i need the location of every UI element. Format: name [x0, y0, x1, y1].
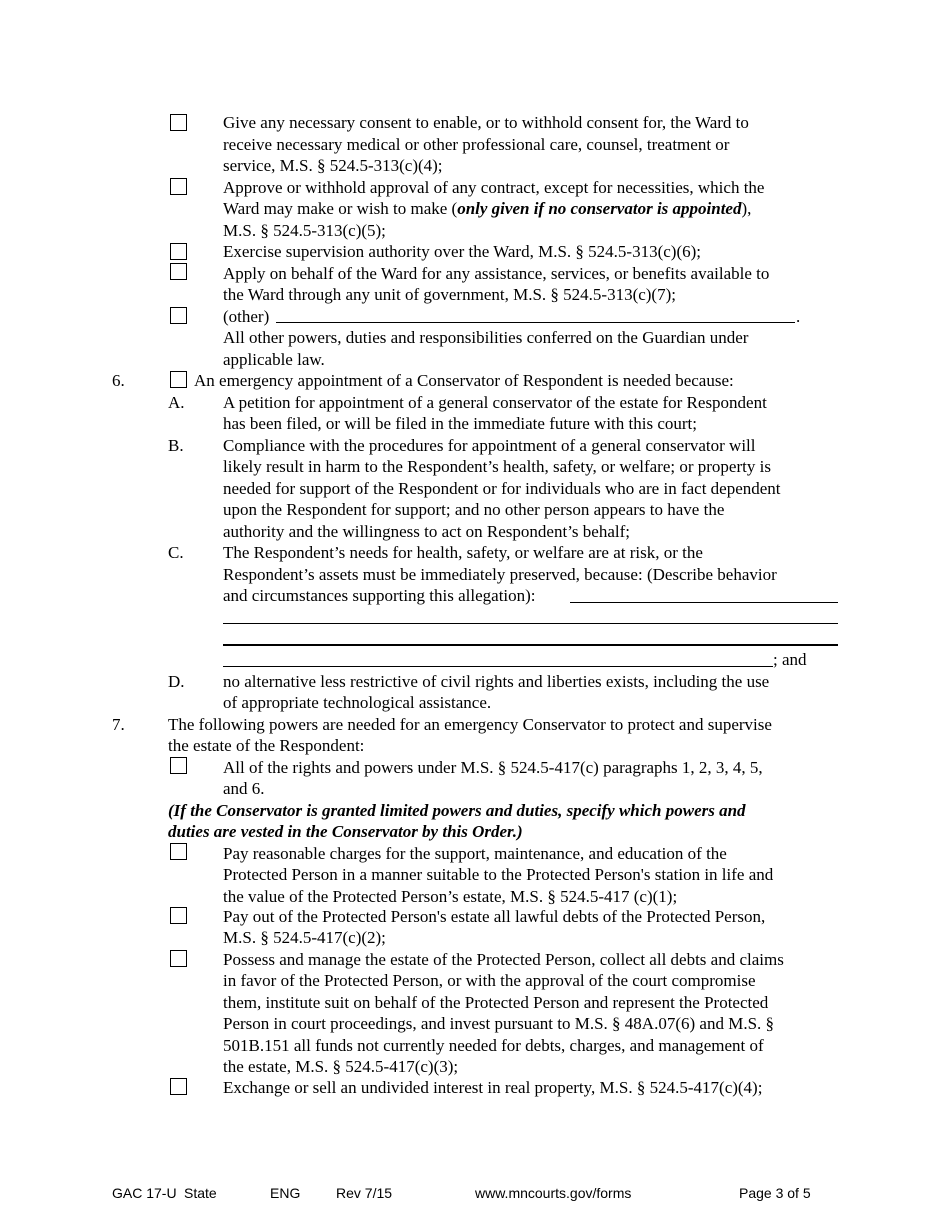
item-6a-line-1: A petition for appointment of a general conservator of the estate for Respondent	[223, 392, 767, 412]
contract-line-2-pre: Ward may make or wish to make (	[223, 199, 458, 218]
section-7-intro-1: The following powers are needed for an emergency Conservator to protect and supervise	[168, 714, 772, 734]
pay-charges-line-1: Pay reasonable charges for the support, maintenance, and education of the	[223, 843, 727, 863]
all-rights-line-2: and 6.	[223, 779, 265, 798]
possess-line-6: the estate, M.S. § 524.5-417(c)(3);	[223, 1057, 459, 1076]
contract-line-2-post: ),	[741, 199, 752, 218]
possess-line-4: Person in court proceedings, and invest pursuant to M.S. § 48A.07(6) and M.S. §	[223, 1014, 775, 1033]
pay-charges-line-3: the value of the Protected Person’s estate, M.S. § 524.5-417 (c)(1);	[223, 886, 678, 906]
possess-checkbox[interactable]	[170, 950, 187, 967]
possess-line-1: Possess and manage the estate of the Protected Person, collect all debts and claims	[223, 949, 784, 969]
pay-charges-line-2: Protected Person in a manner suitable to the Protected Person's station in life and	[223, 865, 774, 884]
item-6c-line-1: The Respondent’s needs for health, safety, or welfare are at risk, or the	[223, 543, 703, 562]
consent-line-1: Give any necessary consent to enable, or to withhold consent for, the Ward to	[223, 113, 749, 132]
contract-line-2	[223, 198, 751, 220]
supervision-line: Exercise supervision authority over the Ward, M.S. § 524.5-313(c)(6);	[223, 242, 701, 261]
apply-line-1: Apply on behalf of the Ward for any assistance, services, or benefits available to	[223, 263, 770, 283]
pay-charges-checkbox[interactable]	[170, 843, 187, 860]
footer-form-id: GAC 17-U	[112, 1185, 177, 1201]
possess-line-3: them, institute suit on behalf of the Protected Person and represent the Protected	[223, 992, 769, 1012]
other-fill-line[interactable]	[276, 322, 795, 323]
item-6a-line-2: has been filed, or will be filed in the immediate future with this court;	[223, 414, 697, 433]
item-6d-letter: D.	[168, 671, 185, 691]
item-6c-letter: C.	[168, 543, 184, 562]
item-6b-line-1: Compliance with the procedures for appointment of a general conservator will	[223, 435, 756, 455]
limited-powers-note-1: (If the Conservator is granted limited powers and duties, specify which powers and	[168, 800, 746, 820]
possess-line-2: in favor of the Protected Person, or with the approval of the court compromise	[223, 971, 756, 990]
section-7-intro-2: the estate of the Respondent:	[168, 736, 365, 755]
footer-url[interactable]: www.mncourts.gov/forms	[475, 1185, 632, 1201]
item-6b-line-2: likely result in harm to the Respondent’s health, safety, or welfare; or property is	[223, 457, 771, 476]
apply-line-2: the Ward through any unit of government, M.S. § 524.5-313(c)(7);	[223, 285, 676, 304]
other-checkbox[interactable]	[170, 307, 187, 324]
footer-state: State	[184, 1185, 217, 1201]
pay-debts-line-1: Pay out of the Protected Person's estate all lawful debts of the Protected Person,	[223, 906, 766, 926]
all-other-line-2: applicable law.	[223, 349, 325, 369]
consent-checkbox[interactable]	[170, 114, 187, 131]
section-6-number: 6.	[112, 371, 125, 390]
describe-fill-line-4[interactable]	[223, 666, 773, 667]
other-end: .	[796, 306, 801, 326]
all-rights-checkbox[interactable]	[170, 757, 187, 774]
item-6b-letter: B.	[168, 435, 184, 455]
pay-debts-line-2: M.S. § 524.5-417(c)(2);	[223, 928, 386, 947]
item-6a-letter: A.	[168, 392, 185, 412]
contract-checkbox[interactable]	[170, 178, 187, 195]
exchange-line: Exchange or sell an undivided interest in real property, M.S. § 524.5-417(c)(4);	[223, 1078, 763, 1097]
exchange-checkbox[interactable]	[170, 1078, 187, 1095]
footer-rev: Rev 7/15	[336, 1185, 393, 1201]
possess-line-5: 501B.151 all funds not currently needed for debts, charges, and management of	[223, 1035, 764, 1055]
consent-line-2: receive necessary medical or other professional care, counsel, treatment or	[223, 134, 730, 154]
item-6c-line-3: and circumstances supporting this allegation):	[223, 586, 536, 605]
apply-checkbox[interactable]	[170, 263, 187, 280]
footer-lang: ENG	[270, 1185, 301, 1201]
item-6b-line-3: needed for support of the Respondent or for individuals who are in fact dependent	[223, 478, 781, 498]
pay-debts-checkbox[interactable]	[170, 907, 187, 924]
item-6b-line-4: upon the Respondent for support; and no other person appears to have the	[223, 500, 725, 519]
other-label: (other)	[223, 306, 270, 326]
all-other-line-1: All other powers, duties and responsibilities conferred on the Guardian under	[223, 328, 749, 347]
contract-line-3: M.S. § 524.5-313(c)(5);	[223, 220, 386, 240]
item-6c-end: ; and	[773, 650, 807, 669]
describe-fill-line-1[interactable]	[570, 602, 838, 603]
contract-emphasis: only given if no conservator is appointed	[457, 199, 742, 218]
supervision-checkbox[interactable]	[170, 243, 187, 260]
all-rights-line-1: All of the rights and powers under M.S. § 524.5-417(c) paragraphs 1, 2, 3, 4, 5,	[223, 757, 763, 777]
contract-line-1: Approve or withhold approval of any contract, except for necessities, which the	[223, 177, 765, 197]
limited-powers-note-2: duties are vested in the Conservator by this Order.)	[168, 822, 523, 841]
consent-line-3: service, M.S. § 524.5-313(c)(4);	[223, 156, 443, 175]
describe-fill-line-3[interactable]	[223, 644, 838, 646]
item-6b-line-5: authority and the willingness to act on Respondent’s behalf;	[223, 521, 630, 541]
item-6d-line-1: no alternative less restrictive of civil rights and liberties exists, including the use	[223, 671, 770, 691]
section-6-heading: An emergency appointment of a Conservator of Respondent is needed because:	[194, 371, 734, 390]
describe-fill-line-2[interactable]	[223, 623, 838, 624]
section-6-checkbox[interactable]	[170, 371, 187, 388]
section-7-number: 7.	[112, 714, 125, 734]
item-6c-line-2: Respondent’s assets must be immediately preserved, because: (Describe behavior	[223, 564, 777, 584]
footer-page: Page 3 of 5	[739, 1185, 811, 1201]
item-6d-line-2: of appropriate technological assistance.	[223, 693, 492, 712]
